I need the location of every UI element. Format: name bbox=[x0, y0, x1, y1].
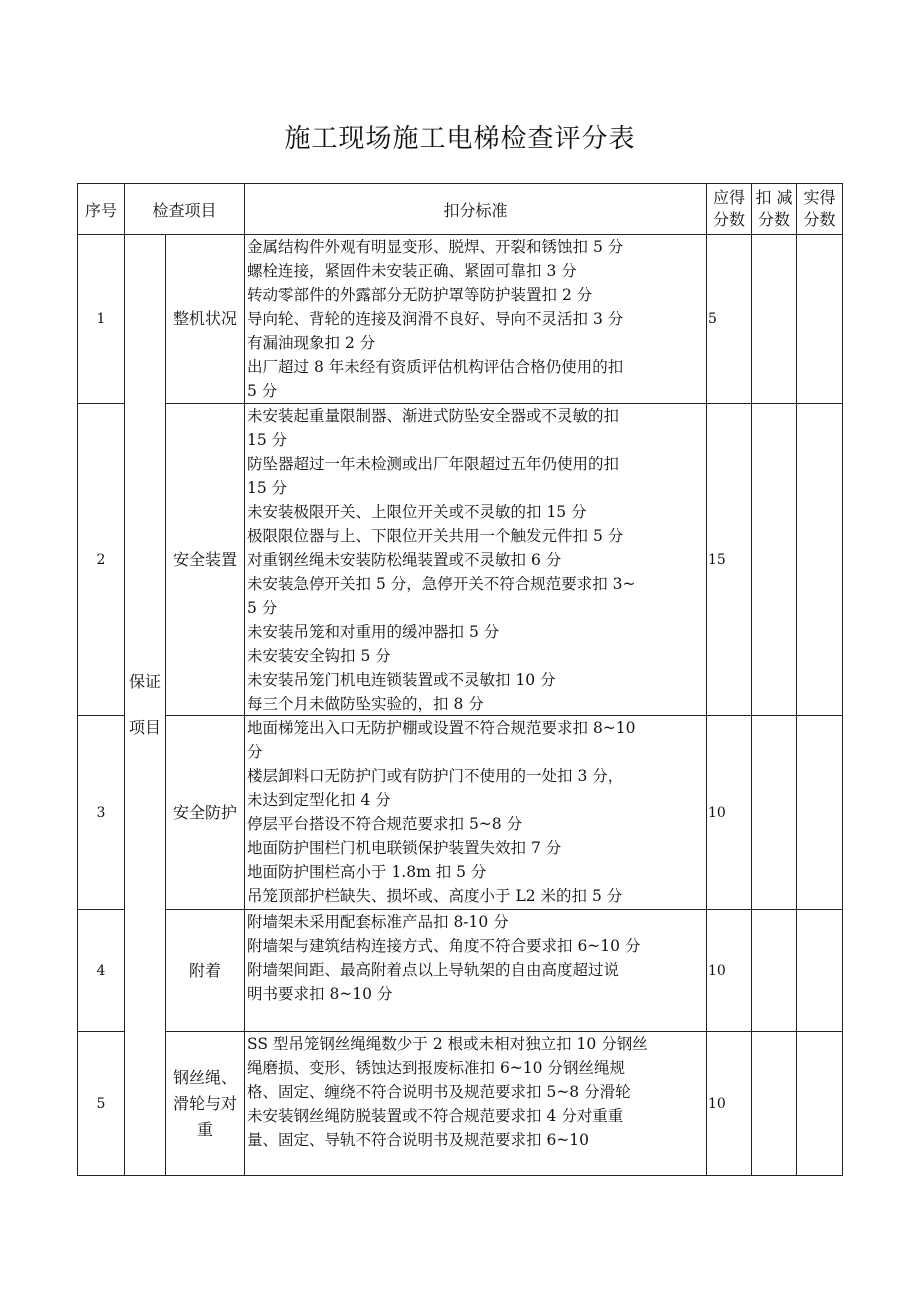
row-points: 10 bbox=[707, 716, 752, 910]
row-actual-cell[interactable] bbox=[797, 716, 843, 910]
row-actual-cell[interactable] bbox=[797, 235, 843, 404]
header-no: 序号 bbox=[78, 184, 125, 235]
header-actual-line2: 分数 bbox=[803, 210, 836, 229]
header-deduct-line2: 分数 bbox=[758, 210, 791, 229]
table-row bbox=[78, 1032, 843, 1176]
row-actual-cell[interactable] bbox=[797, 910, 843, 1032]
header-row bbox=[78, 184, 843, 235]
row-standard bbox=[245, 910, 707, 1032]
standard-line: 分 bbox=[247, 743, 263, 761]
group-line2: 项目 bbox=[128, 718, 161, 737]
row-points: 10 bbox=[707, 910, 752, 1032]
standard-line: 未安装安全钩扣 5 分 bbox=[247, 647, 391, 665]
row-standard bbox=[245, 716, 707, 910]
standard-line: 地面防护围栏高小于 1.8m 扣 5 分 bbox=[247, 863, 487, 881]
standard-line: 未安装吊笼和对重用的缓冲器扣 5 分 bbox=[247, 623, 500, 641]
row-deduct-cell[interactable] bbox=[752, 1032, 797, 1176]
standard-line: 楼层卸料口无防护门或有防护门不使用的一处扣 3 分， bbox=[247, 767, 624, 785]
row-actual-cell[interactable] bbox=[797, 1032, 843, 1176]
row-no: 4 bbox=[78, 910, 125, 1032]
row-item bbox=[166, 1032, 245, 1176]
row-no: 5 bbox=[78, 1032, 125, 1176]
header-deduct bbox=[752, 184, 797, 235]
standard-line: 未安装起重量限制器、渐进式防坠安全器或不灵敏的扣 bbox=[247, 407, 620, 425]
row-points: 10 bbox=[707, 1032, 752, 1176]
standard-line: 5 分 bbox=[247, 382, 278, 400]
row-item: 整机状况 bbox=[166, 235, 245, 404]
standard-line: 有漏油现象扣 2 分 bbox=[247, 334, 376, 352]
row-standard bbox=[245, 404, 707, 716]
standard-line: 吊笼顶部护栏缺失、损坏或、高度小于 L2 米的扣 5 分 bbox=[247, 887, 623, 905]
table-row bbox=[78, 910, 843, 1032]
standard-line: 极限限位器与上、下限位开关共用一个触发元件扣 5 分 bbox=[247, 527, 624, 545]
row-item: 安全装置 bbox=[166, 404, 245, 716]
page-title: 施工现场施工电梯检查评分表 bbox=[284, 124, 636, 154]
header-standard: 扣分标准 bbox=[245, 184, 707, 235]
standard-line: 导向轮、背轮的连接及润滑不良好、导向不灵活扣 3 分 bbox=[247, 310, 624, 328]
standard-line: 附墙架未采用配套标准产品扣 8-10 分 bbox=[247, 913, 509, 931]
row-no: 1 bbox=[78, 235, 125, 404]
row-item: 安全防护 bbox=[166, 716, 245, 910]
row-deduct-cell[interactable] bbox=[752, 910, 797, 1032]
standard-line: 未安装极限开关、上限位开关或不灵敏的扣 15 分 bbox=[247, 503, 587, 521]
row-no: 2 bbox=[78, 404, 125, 716]
row-points: 5 bbox=[707, 235, 752, 404]
header-deduct-line1: 扣 减 bbox=[755, 188, 793, 207]
header-should-score bbox=[707, 184, 752, 235]
standard-line: 格、固定、缠绕不符合说明书及规范要求扣 5~8 分滑轮 bbox=[247, 1083, 631, 1101]
standard-line: 每三个月未做防坠实验的，扣 8 分 bbox=[247, 695, 484, 713]
standard-line: 停层平台搭设不符合规范要求扣 5~8 分 bbox=[247, 815, 523, 833]
row-item: 附着 bbox=[166, 910, 245, 1032]
standard-line: 对重钢丝绳未安装防松绳装置或不灵敏扣 6 分 bbox=[247, 551, 562, 569]
header-actual-line1: 实得 bbox=[803, 188, 836, 207]
standard-line: 地面防护围栏门机电联锁保护装置失效扣 7 分 bbox=[247, 839, 562, 857]
standard-line: 未安装钢丝绳防脱装置或不符合规范要求扣 4 分对重重 bbox=[247, 1107, 624, 1125]
standard-line: 未安装吊笼门机电连锁装置或不灵敏扣 10 分 bbox=[247, 671, 556, 689]
standard-line: 绳磨损、变形、锈蚀达到报废标准扣 6~10 分钢丝绳规 bbox=[247, 1059, 625, 1077]
row-deduct-cell[interactable] bbox=[752, 716, 797, 910]
row-standard bbox=[245, 235, 707, 404]
standard-line: 防坠器超过一年未检测或出厂年限超过五年仍使用的扣 bbox=[247, 455, 620, 473]
header-actual bbox=[797, 184, 843, 235]
standard-line: 未达到定型化扣 4 分 bbox=[247, 791, 391, 809]
header-should-score-line2: 分数 bbox=[713, 210, 746, 229]
row-actual-cell[interactable] bbox=[797, 404, 843, 716]
row-deduct-cell[interactable] bbox=[752, 404, 797, 716]
standard-line: 未安装急停开关扣 5 分，急停开关不符合规范要求扣 3~ bbox=[247, 575, 636, 593]
standard-line: 15 分 bbox=[247, 479, 288, 497]
standard-line: 附墙架间距、最高附着点以上导轨架的自由高度超过说 bbox=[247, 961, 620, 979]
standard-line: 15 分 bbox=[247, 431, 288, 449]
standard-line: 出厂超过 8 年未经有资质评估机构评估合格仍使用的扣 bbox=[247, 358, 624, 376]
row-standard bbox=[245, 1032, 707, 1176]
row-no: 3 bbox=[78, 716, 125, 910]
row-item-line: 重 bbox=[197, 1119, 214, 1139]
standard-line: 地面梯笼出入口无防护棚或设置不符合规范要求扣 8~10 bbox=[247, 719, 636, 737]
standard-line: SS 型吊笼钢丝绳绳数少于 2 根或未相对独立扣 10 分钢丝 bbox=[247, 1035, 648, 1053]
row-points: 15 bbox=[707, 404, 752, 716]
standard-line: 螺栓连接，紧固件未安装正确、紧固可靠扣 3 分 bbox=[247, 262, 577, 280]
row-deduct-cell[interactable] bbox=[752, 235, 797, 404]
standard-line: 量、固定、导轨不符合说明书及规范要求扣 6~10 bbox=[247, 1131, 590, 1149]
standard-line: 附墙架与建筑结构连接方式、角度不符合要求扣 6~10 分 bbox=[247, 937, 641, 955]
table-row bbox=[78, 235, 843, 404]
score-table bbox=[77, 183, 843, 1176]
header-should-score-line1: 应得 bbox=[713, 188, 746, 207]
standard-line: 5 分 bbox=[247, 599, 278, 617]
standard-line: 金属结构件外观有明显变形、脱焊、开裂和锈蚀扣 5 分 bbox=[247, 238, 624, 256]
group-cell bbox=[125, 235, 166, 1176]
table-row bbox=[78, 404, 843, 716]
standard-line: 明书要求扣 8~10 分 bbox=[247, 985, 393, 1003]
row-item-line: 钢丝绳、 bbox=[173, 1067, 238, 1087]
standard-line: 转动零部件的外露部分无防护罩等防护装置扣 2 分 bbox=[247, 286, 593, 304]
group-line1: 保证 bbox=[128, 672, 161, 691]
table-row bbox=[78, 716, 843, 910]
row-item-line: 滑轮与对 bbox=[173, 1093, 238, 1113]
header-item: 检查项目 bbox=[125, 184, 245, 235]
